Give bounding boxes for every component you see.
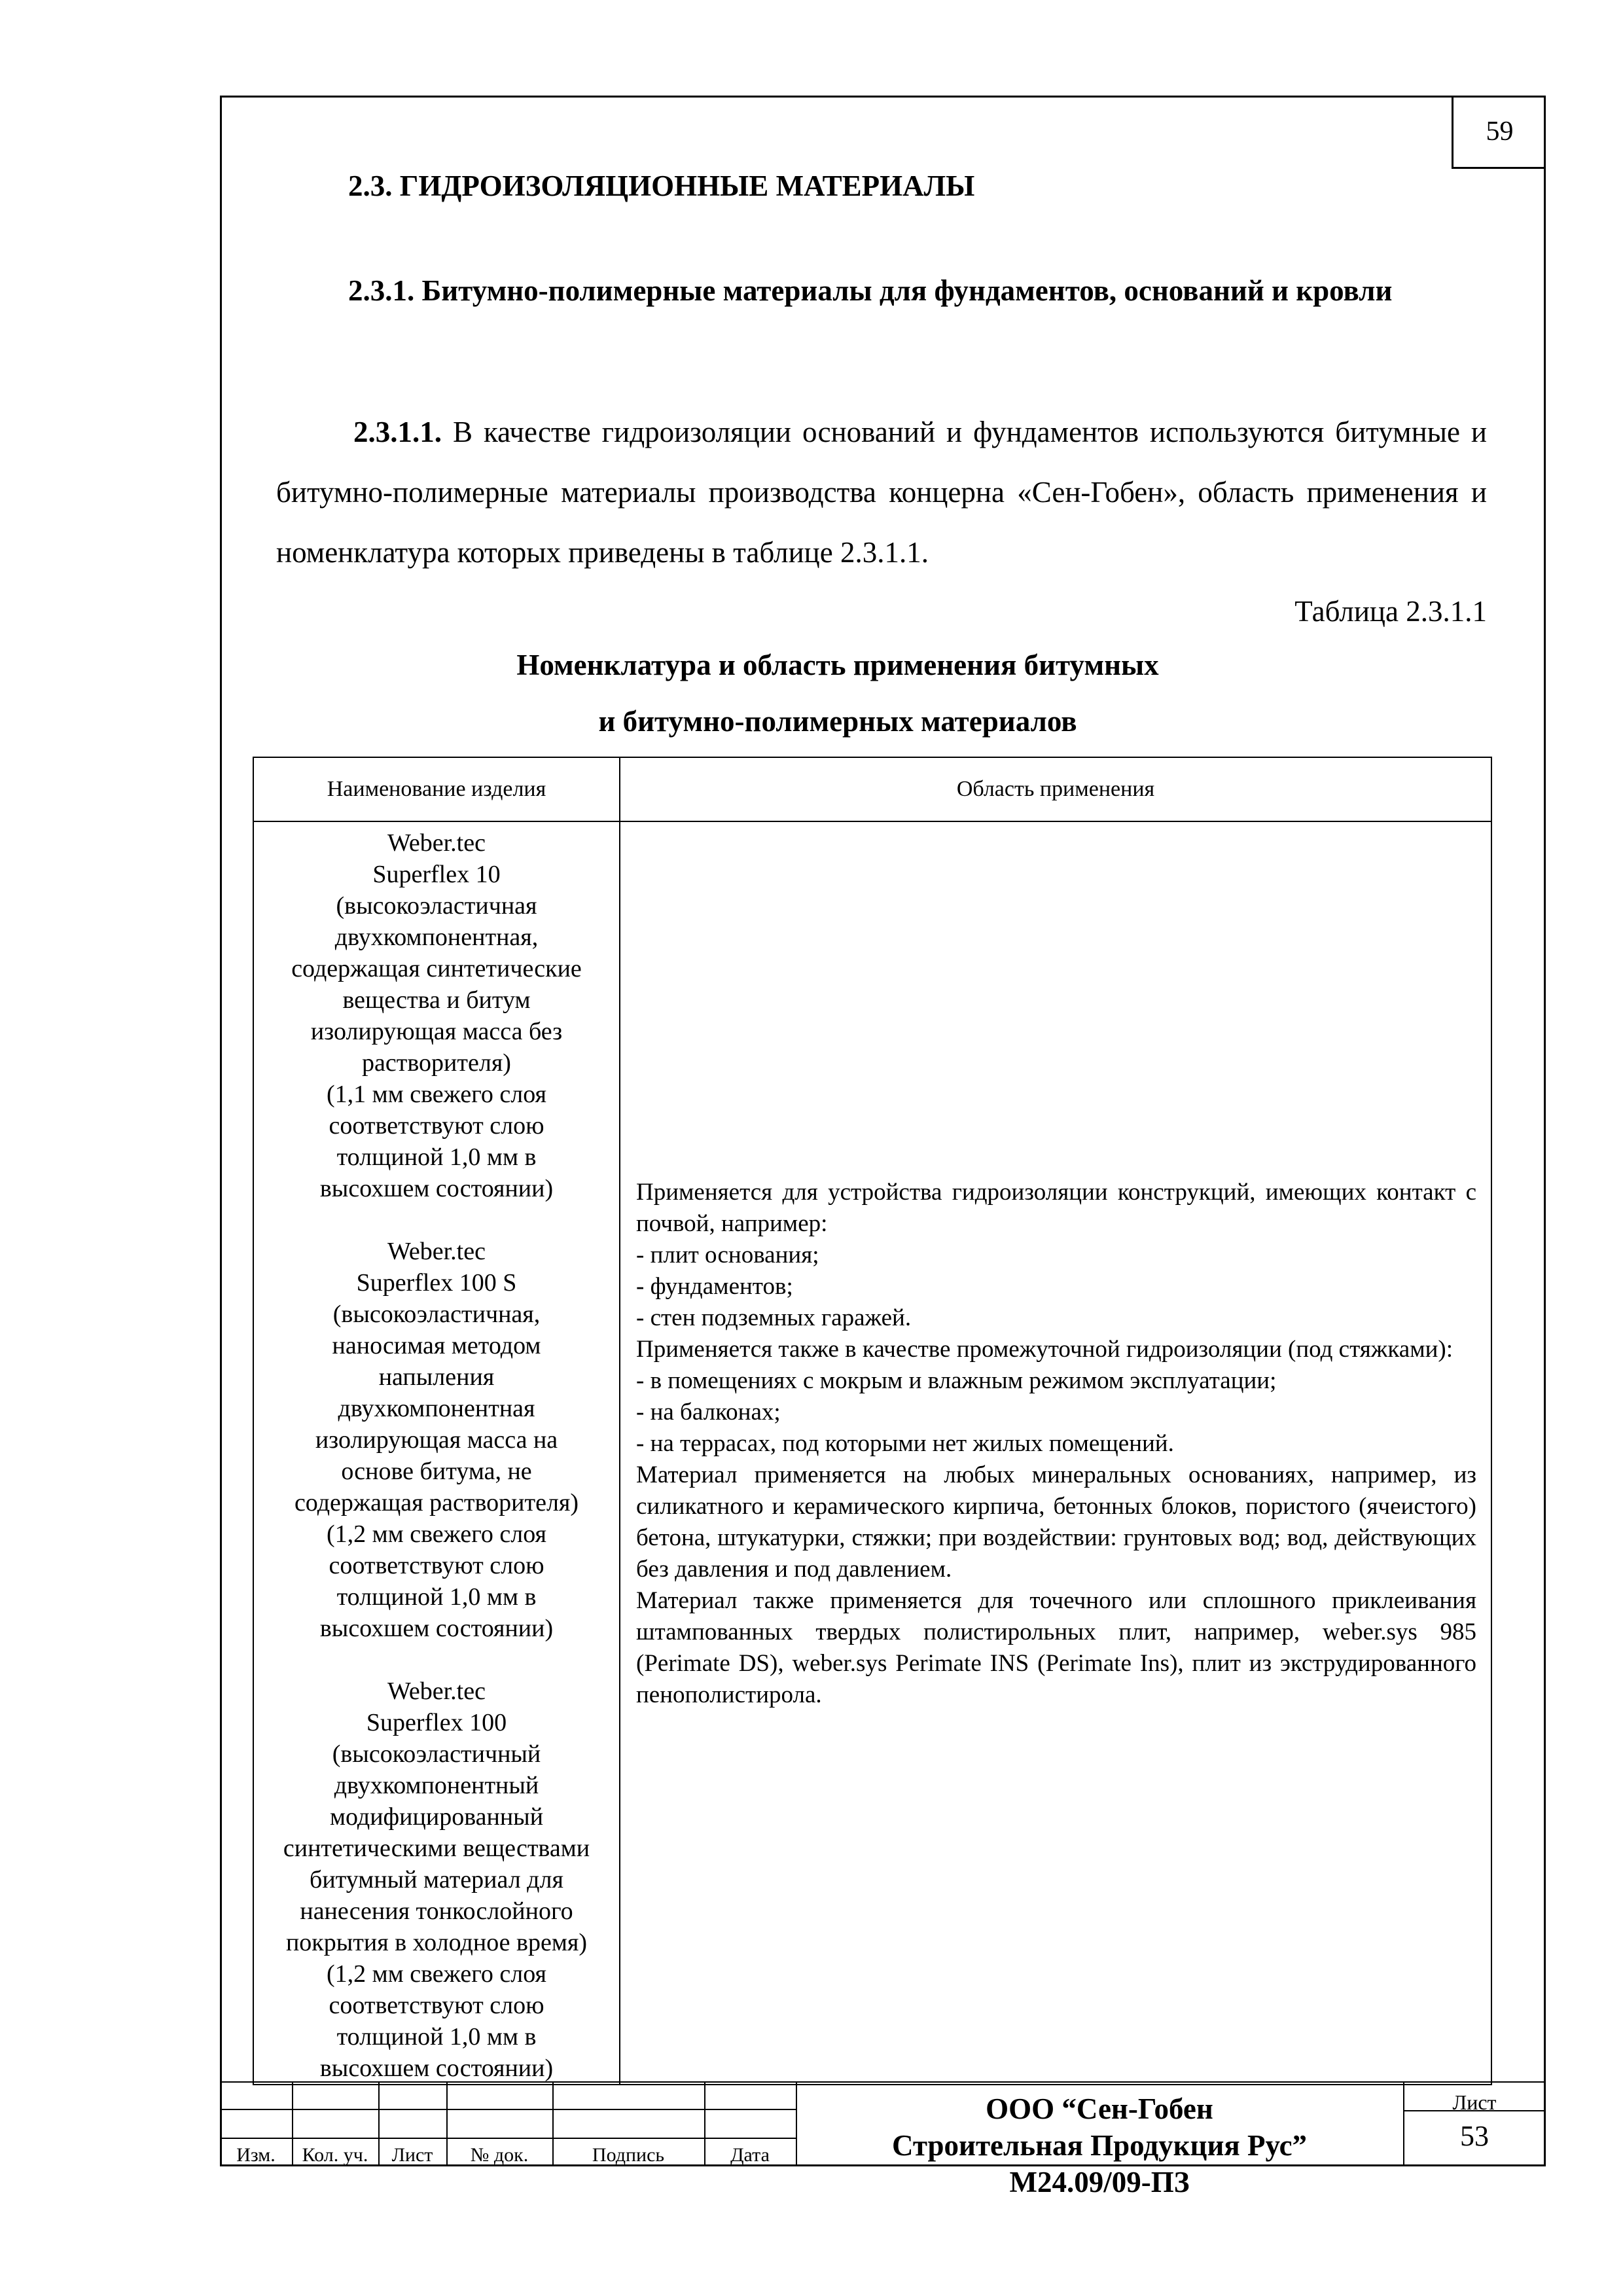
product-cell bbox=[253, 821, 620, 2085]
intro-paragraph bbox=[276, 402, 1487, 583]
application-text bbox=[620, 1177, 1491, 1711]
stamp-line bbox=[220, 2109, 796, 2110]
stamp-label-list: Лист bbox=[391, 2144, 433, 2166]
paragraph-text: В качестве гидроизоляции оснований и фундаментов используются битумные и битумно-полимерные материалы производства концерна «Сен-Гобен», область применения и номенклатура которых приведены в таблице 2.3.1.1. bbox=[276, 416, 1487, 569]
table-row bbox=[253, 821, 1491, 2085]
table-label: Таблица 2.3.1.1 bbox=[1294, 595, 1487, 628]
application-line: Применяется также в качестве промежуточной гидроизоляции (под стяжками): bbox=[636, 1336, 1454, 1363]
table-header-row bbox=[253, 757, 1491, 821]
company-block bbox=[796, 2081, 1403, 2200]
table-title-line2: и битумно-полимерных материалов bbox=[598, 705, 1077, 738]
application-line: - стен подземных гаражей. bbox=[636, 1304, 912, 1331]
page-number: 59 bbox=[1452, 96, 1546, 169]
stamp-label-doc-num: № док. bbox=[470, 2144, 529, 2166]
application-line: - плит основания; bbox=[636, 1242, 819, 1268]
company-name-line1: ООО “Сен-Гобен bbox=[986, 2092, 1213, 2125]
stamp-label-izm: Изм. bbox=[236, 2144, 276, 2166]
subsection-heading: 2.3.1. Битумно-полимерные материалы для фундаментов, оснований и кровли bbox=[348, 274, 1393, 307]
product-superflex-10: Weber.tec Superflex 10 (высокоэластичная двухкомпонентная, содержащая синтетические вещества и битум изолирующая масса без растворителя) (1,1 мм свежего слоя соответствуют слою толщиной 1,0 мм в высохшем состоянии) bbox=[291, 829, 582, 1202]
application-line: - в помещениях с мокрым и влажным режимом эксплуатации; bbox=[636, 1367, 1277, 1394]
product-superflex-100s: Weber.tec Superflex 100 S (высокоэластичная, наносимая методом напыления двухкомпонентная изолирующая масса на основе битума, не содержащая растворителя) (1,2 мм свежего слоя соответствуют слою толщиной 1,0 мм в высохшем состоянии) bbox=[294, 1238, 579, 1642]
header-application-area: Область применения bbox=[620, 757, 1491, 821]
product-superflex-100: Weber.tec Superflex 100 (высокоэластичный двухкомпонентный модифицированный синтетическими веществами битумный материал для нанесения тонкослойного покрытия в холодное время) (1,2 мм свежего слоя соответствуют слою толщиной 1,0 мм в высохшем состоянии) bbox=[283, 1677, 590, 2082]
header-product-name: Наименование изделия bbox=[253, 757, 620, 821]
application-line: Материал также применяется для точечного или сплошного приклеивания штампованных твердых полистирольных плит, например, weber.sys 985 (Perimate DS), weber.sys Perimate INS (Perimate Ins), плит из экструдированного пенополистирола. bbox=[636, 1587, 1476, 1708]
application-line: - на балконах; bbox=[636, 1399, 781, 1426]
document-code: М24.09/09-ПЗ bbox=[1009, 2166, 1190, 2198]
application-line: - на террасах, под которыми нет жилых помещений. bbox=[636, 1430, 1174, 1457]
stamp-line bbox=[220, 2138, 796, 2139]
stamp-label-kol-uch: Кол. уч. bbox=[302, 2144, 368, 2166]
stamp-label-signature: Подпись bbox=[592, 2144, 665, 2166]
section-heading: 2.3. ГИДРОИЗОЛЯЦИОННЫЕ МАТЕРИАЛЫ bbox=[348, 170, 975, 202]
nomenclature-table bbox=[253, 757, 1492, 2085]
stamp-label-date: Дата bbox=[730, 2144, 770, 2166]
application-line: - фундаментов; bbox=[636, 1273, 793, 1300]
application-line: Применяется для устройства гидроизоляции конструкций, имеющих контакт с почвой, например: bbox=[636, 1179, 1476, 1237]
application-line: Материал применяется на любых минеральных основаниях, например, из силикатного и керамического кирпича, бетонных блоков, пористого (ячеистого) бетона, штукатурки, стяжки; при воздействии: грунтовых вод; вод, действующих без давления и под давлением. bbox=[636, 1462, 1476, 1583]
application-cell bbox=[620, 821, 1491, 2085]
company-name-line2: Строительная Продукция Рус” bbox=[891, 2129, 1308, 2162]
table-title-line1: Номенклатура и область применения битумных bbox=[516, 649, 1159, 681]
sheet-label: Лист bbox=[1452, 2090, 1497, 2114]
sheet-number: 53 bbox=[1460, 2120, 1489, 2152]
paragraph-number: 2.3.1.1. bbox=[353, 416, 442, 448]
title-block-stamp bbox=[220, 2081, 1546, 2198]
